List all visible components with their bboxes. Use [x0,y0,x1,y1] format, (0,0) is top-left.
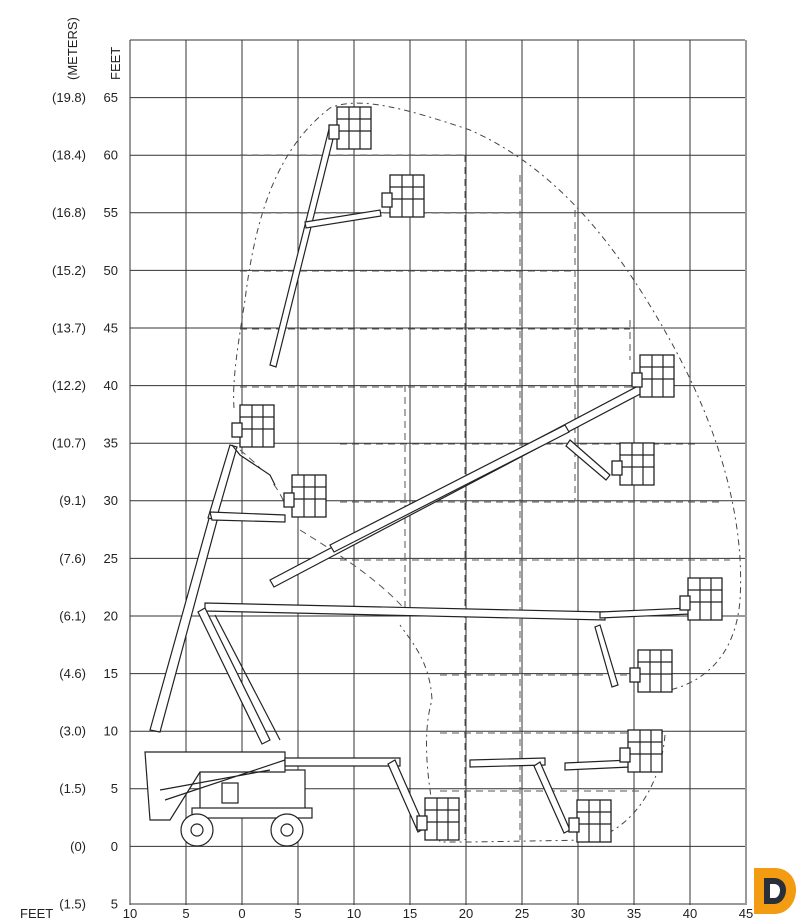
full-height-main-boom [270,125,336,367]
platform-basket [630,650,672,692]
boom-positions [150,125,690,833]
x-tick-feet: 30 [570,906,586,920]
y-tick-meters: (10.7) [52,435,86,451]
low-boom-jib-down [534,762,570,833]
x-tick-feet: 35 [626,906,642,920]
bottom-feet-axis-label: FEET [20,906,54,920]
y-tick-meters: (16.8) [52,205,86,221]
y-tick-feet: 35 [103,435,118,451]
chassis-body [200,770,305,810]
horizontal-jib-down [595,625,618,687]
front-wheel-hub [191,824,203,836]
stowed-main-boom [285,758,400,766]
machine-chassis [145,752,425,846]
y-tick-feet: 10 [103,723,118,739]
chassis-panel [222,783,238,803]
y-tick-feet: 50 [103,262,118,278]
platform-basket [232,405,274,447]
lower-riser-link [198,608,270,744]
x-tick-feet: 10 [122,906,138,920]
x-axis-feet-ticks [123,906,753,920]
x-tick-feet: 25 [514,906,530,920]
x-tick-feet: 15 [402,906,418,920]
riser-vertical-upper [208,445,237,520]
meters-axis-label: (METERS) [65,17,80,80]
y-tick-feet: 65 [103,90,118,105]
y-tick-feet: 25 [103,550,118,566]
y-tick-feet: 30 [103,493,118,509]
platform-basket [569,800,611,842]
x-tick-feet: 20 [458,906,474,920]
x-tick-feet: 5 [294,906,302,920]
lower-riser-link-b [215,615,280,740]
y-tick-feet: 5 [110,896,118,912]
platform-basket [612,443,654,485]
diagonal-jib-down [566,440,610,480]
y-tick-meters: (13.7) [52,320,86,336]
y-tick-meters: (15.2) [52,262,86,278]
x-tick-feet: 40 [682,906,698,920]
y-tick-feet: 40 [103,378,118,393]
y-tick-meters: (1.5) [59,896,86,912]
y-tick-meters: (6.1) [59,608,86,624]
feet-axis-label: FEET [108,46,123,80]
x-tick-feet: 10 [346,906,362,920]
y-tick-feet: 20 [103,608,118,624]
y-tick-meters: (7.6) [59,550,86,566]
x-tick-feet: 5 [182,906,190,920]
y-tick-feet: 15 [103,666,118,681]
x-tick-feet: 0 [238,906,246,920]
jib-down [232,445,275,485]
brand-logo-icon [748,862,800,918]
y-axis-feet-ticks [104,90,118,911]
y-tick-meters: (3.0) [59,723,86,739]
y-tick-feet: 55 [103,205,118,221]
platform-basket [417,798,459,840]
y-tick-feet: 45 [103,320,118,336]
y-tick-feet: 5 [110,781,118,797]
y-tick-meters: (18.4) [52,147,86,163]
platform-basket [284,475,326,517]
y-tick-feet: 60 [103,147,118,163]
jib-short-horizontal [210,512,285,522]
y-tick-meters: (12.2) [52,378,86,393]
y-tick-meters: (4.6) [59,666,86,681]
x-tick-feet: 45 [738,906,754,920]
y-tick-meters: (9.1) [59,493,86,509]
y-axis-meters-ticks [52,90,86,911]
y-tick-meters: (0) [70,838,86,854]
platform-basket [382,175,424,217]
platform-basket [329,107,371,149]
y-tick-meters: (1.5) [59,781,86,797]
rear-wheel-hub [281,824,293,836]
y-tick-meters: (19.8) [52,90,86,105]
y-tick-feet: 0 [110,838,118,854]
